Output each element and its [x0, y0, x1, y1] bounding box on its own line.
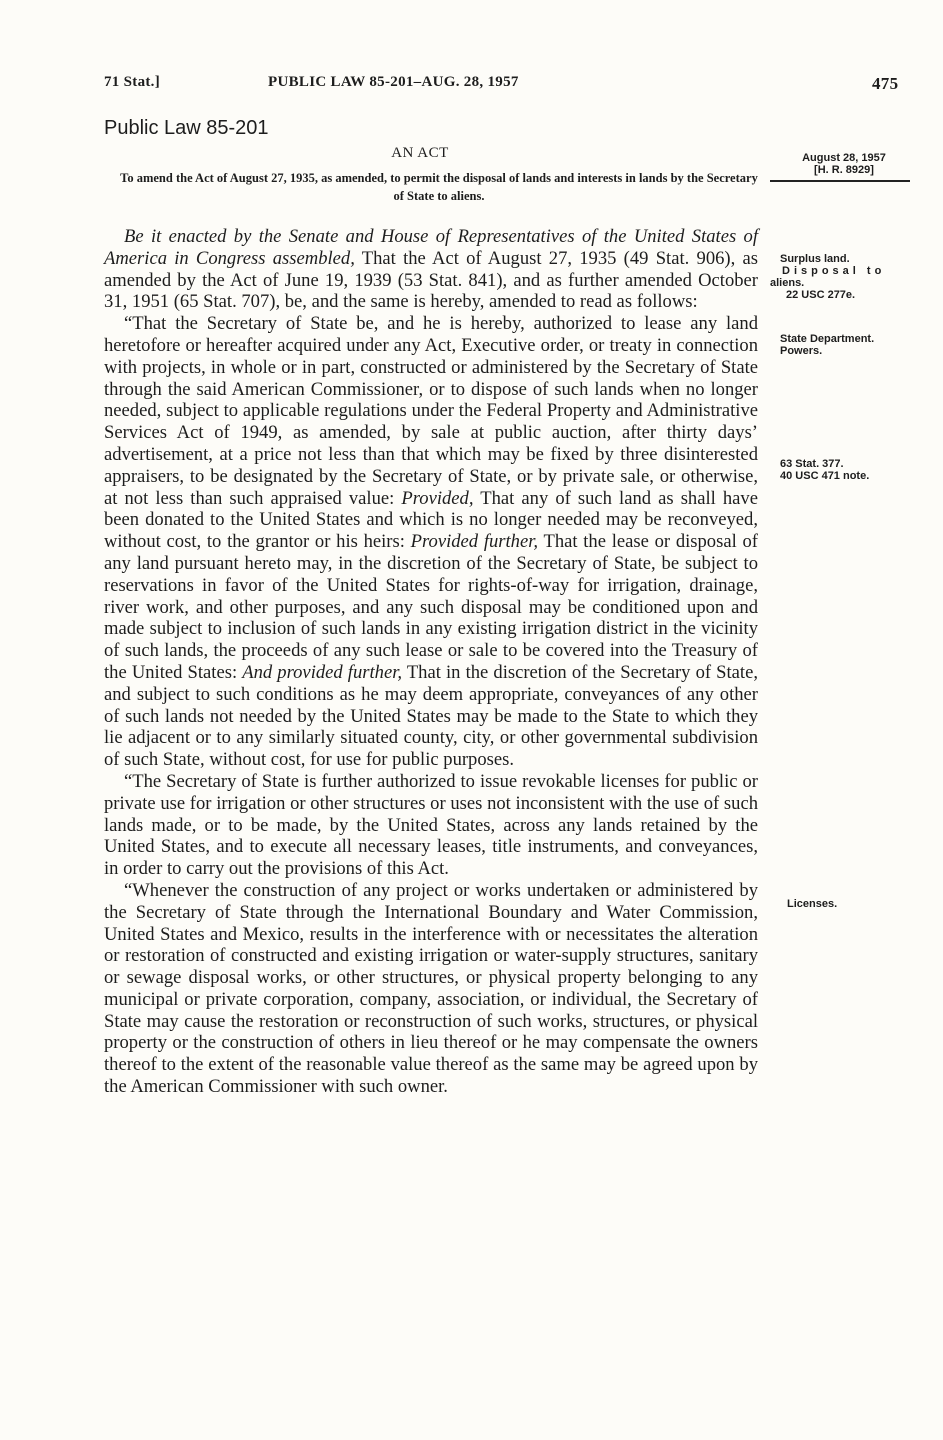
paragraph-text: That any of such land as shall have been donated to the United States and which is no longer needed may be reconveyed, without cost, to the grantor or his heirs: — [104, 487, 758, 553]
note-disposal: Disposal to — [782, 265, 886, 277]
bill-number: [H. R. 8929] — [814, 164, 874, 176]
margin-note-statute-ref — [780, 458, 920, 482]
note-usc-277e: 22 USC 277e. — [786, 289, 856, 301]
paragraph-text: That in the discretion of the Secretary of State, and subject to such conditions as he may deem appropriate, conveyances of any other of such lands not needed by the United States may be made to the State to which they lie adjacent or to any similarly situated county, city, or other governmental subdivision of such State, without cost, for use for public purposes. — [104, 661, 758, 771]
running-head-volume: 71 Stat.] — [104, 74, 161, 90]
proviso-italic: And provided further, — [242, 661, 403, 683]
note-usc-471: 40 USC 471 note. — [780, 470, 870, 482]
date-rule-divider — [770, 180, 910, 182]
law-number: Public Law 85-201 — [104, 117, 269, 139]
page-number: 475 — [872, 74, 899, 93]
act-purpose: To amend the Act of August 27, 1935, as amended, to permit the disposal of lands and interests in lands by the Secretary of State to aliens. — [120, 171, 758, 203]
margin-note-surplus-land — [770, 253, 910, 301]
enacting-clause — [104, 226, 758, 313]
margin-note-licenses: Licenses. — [787, 898, 838, 910]
margin-date-note — [780, 152, 908, 176]
paragraph-text: “That the Secretary of State be, and he is hereby, authorized to lease any land heretofore or hereafter acquired under any Act, Executive order, or treaty in connection with projects, in whole or in part, constructed or administered by the Secretary of State through the said American Commissioner, or to dispose of such lands when no longer needed, subject to applicable regulations under the Federal Property and Administrative Services Act of 1949, as amended, by sale at public auction, after thirty days’ advertisement, at a price not less than that which may be fixed by three disinterested appraisers, to be designated by the Secretary of State, or by private sale, or otherwise, at not less than such appraised value: — [104, 313, 758, 509]
note-aliens: aliens. — [770, 277, 805, 289]
section-paragraph-lease — [104, 313, 758, 771]
margin-note-state-department — [780, 333, 920, 357]
note-state-dept: State Department. — [780, 333, 875, 345]
note-powers: Powers. — [780, 345, 823, 357]
note-surplus: Surplus land. — [780, 253, 850, 265]
section-paragraph-licenses: “The Secretary of State is further authorized to issue revokable licenses for public or private use for irrigation or other structures or uses not inconsistent with the use of such lands made, or to be made, by the United States, across any lands retained by the United States, and to execute all necessary leases, title instruments, and conveyances, in order to carry out the provisions of this Act. — [104, 770, 758, 880]
enactment-date: August 28, 1957 — [802, 152, 886, 164]
act-heading: AN ACT — [391, 145, 449, 161]
enacting-clause-text: That the Act of August 27, 1935 (49 Stat. 906), as amended by the Act of June 19, 1939 (53 Stat. 841), and as further amended October 31, 1951 (65 Stat. 707), be, and the same is hereby, amended to read as follows: — [104, 247, 758, 313]
proviso-italic: Provided further, — [410, 531, 539, 553]
running-head-law: PUBLIC LAW 85-201–AUG. 28, 1957 — [268, 74, 519, 90]
section-paragraph-construction: “Whenever the construction of any project or works undertaken or administered by the Secretary of State through the International Boundary and Water Commission, United States and Mexico, results in the interference with or necessitates the alteration or restoration of constructed and existing irrigation or water-supply structures, sanitary or sewage disposal works, or other structures, or physical property belonging to any municipal or private corporation, company, association, or individual, the Secretary of State may cause the restoration or reconstruction of such works, structures, or physical property or the construction of others in lieu thereof or he may compensate the owners thereof to the extent of the reasonable value thereof as the same may be agreed upon by the American Commissioner with such owner. — [104, 879, 758, 1098]
paragraph-text: That the lease or disposal of any land pursuant hereto may, in the discretion of the Secretary of State, be subject to reservations in favor of the United States for rights-of-way for irrigation, drainage, river work, and other purposes, and any such disposal may be conditioned upon and made subject to inclusion of such lands in any existing irrigation district in the vicinity of such lands, the proceeds of any such lease or sale to be covered into the Treasury of the United States: — [104, 531, 758, 683]
enacting-clause-italic: Be it enacted by the Senate and House of Representatives of the United States of America in Congress assembled, — [104, 226, 758, 269]
note-stat-377: 63 Stat. 377. — [780, 458, 844, 470]
proviso-italic: Provided, — [401, 487, 474, 509]
act-body-text — [104, 226, 758, 1098]
